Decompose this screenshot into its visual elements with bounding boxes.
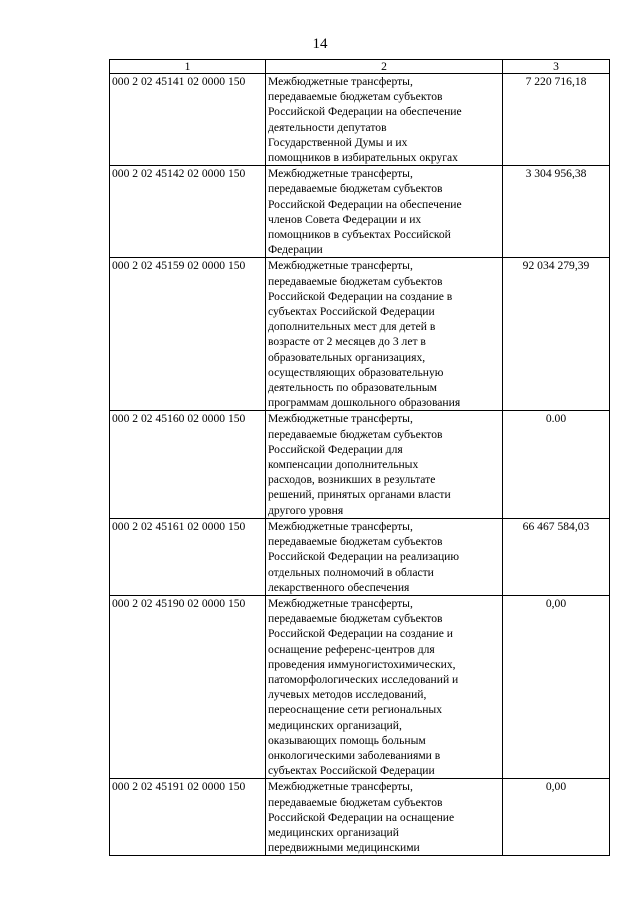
budget-code-cell: 000 2 02 45191 02 0000 150 xyxy=(110,779,266,856)
description-line: медицинских организаций xyxy=(268,825,399,839)
budget-code-cell: 000 2 02 45141 02 0000 150 xyxy=(110,74,266,166)
description-line: онкологическими заболеваниями в xyxy=(268,748,441,762)
description-line: решений, принятых органами власти xyxy=(268,488,451,502)
column-header-2: 2 xyxy=(266,60,503,74)
description-line: Российской Федерации на создание и xyxy=(268,627,453,641)
description-line: Межбюджетные трансферты, xyxy=(268,596,413,610)
budget-code-cell: 000 2 02 45142 02 0000 150 xyxy=(110,166,266,258)
description-line: помощников в избирательных округах xyxy=(268,151,458,165)
budget-code-cell: 000 2 02 45160 02 0000 150 xyxy=(110,411,266,518)
description-cell xyxy=(266,518,503,595)
description-line: деятельности депутатов xyxy=(268,120,387,134)
description-line: Межбюджетные трансферты, xyxy=(268,259,413,273)
table-header-row xyxy=(110,60,610,74)
description-line: Российской Федерации на создание в xyxy=(268,289,453,303)
amount-cell: 92 034 279,39 xyxy=(503,258,610,411)
description-cell xyxy=(266,258,503,411)
description-line: Межбюджетные трансферты, xyxy=(268,75,413,88)
amount-cell: 0,00 xyxy=(503,779,610,856)
table-row xyxy=(110,518,610,595)
description-line: лекарственного обеспечения xyxy=(268,580,410,594)
amount-cell: 66 467 584,03 xyxy=(503,518,610,595)
description-cell xyxy=(266,166,503,258)
description-line: другого уровня xyxy=(268,503,344,517)
description-line: Российской Федерации на реализацию xyxy=(268,550,460,564)
table-row xyxy=(110,74,610,166)
description-line: отдельных полномочий в области xyxy=(268,565,434,579)
description-line: осуществляющих образовательную xyxy=(268,365,444,379)
description-line: Межбюджетные трансферты, xyxy=(268,780,413,794)
budget-code-cell: 000 2 02 45161 02 0000 150 xyxy=(110,518,266,595)
description-line: расходов, возникших в результате xyxy=(268,473,436,487)
budget-code-cell: 000 2 02 45159 02 0000 150 xyxy=(110,258,266,411)
description-line: Российской Федерации на обеспечение xyxy=(268,105,462,119)
description-line: деятельность по образовательным xyxy=(268,381,437,395)
description-cell xyxy=(266,595,503,778)
budget-code-cell: 000 2 02 45190 02 0000 150 xyxy=(110,595,266,778)
description-line: Межбюджетные трансферты, xyxy=(268,519,413,533)
description-line: медицинских организаций, xyxy=(268,718,402,732)
table-row xyxy=(110,779,610,856)
description-line: Российской Федерации на обеспечение xyxy=(268,197,462,211)
amount-cell: 0.00 xyxy=(503,411,610,518)
description-line: передаваемые бюджетам субъектов xyxy=(268,427,443,441)
description-line: дополнительных мест для детей в xyxy=(268,320,436,334)
description-line: Российской Федерации на оснащение xyxy=(268,810,455,824)
description-cell xyxy=(266,74,503,166)
column-header-1: 1 xyxy=(110,60,266,74)
description-line: передаваемые бюджетам субъектов xyxy=(268,182,443,196)
description-line: проведения иммуногистохимических, xyxy=(268,657,456,671)
amount-cell: 3 304 956,38 xyxy=(503,166,610,258)
table-row xyxy=(110,595,610,778)
table-row xyxy=(110,411,610,518)
description-line: оснащение референс-центров для xyxy=(268,642,435,656)
page-number: 14 xyxy=(312,36,328,52)
description-line: передаваемые бюджетам субъектов xyxy=(268,90,443,104)
description-line: Государственной Думы и их xyxy=(268,135,408,149)
description-line: компенсации дополнительных xyxy=(268,458,419,472)
column-header-3: 3 xyxy=(503,60,610,74)
description-cell xyxy=(266,779,503,856)
description-line: помощников в субъектах Российской xyxy=(268,228,451,242)
description-line: субъектах Российской Федерации xyxy=(268,764,435,778)
description-line: передвижными медицинскими xyxy=(268,841,420,855)
amount-cell: 0,00 xyxy=(503,595,610,778)
amount-cell: 7 220 716,18 xyxy=(503,74,610,166)
table-row xyxy=(110,166,610,258)
description-line: оказывающих помощь больным xyxy=(268,733,426,747)
description-line: Российской Федерации для xyxy=(268,442,403,456)
description-line: передаваемые бюджетам субъектов xyxy=(268,535,443,549)
description-line: передаваемые бюджетам субъектов xyxy=(268,795,443,809)
description-line: лучевых методов исследований, xyxy=(268,688,427,702)
description-line: передаваемые бюджетам субъектов xyxy=(268,612,443,626)
description-line: Межбюджетные трансферты, xyxy=(268,412,413,426)
description-line: передаваемые бюджетам субъектов xyxy=(268,274,443,288)
description-line: Федерации xyxy=(268,243,323,257)
description-line: субъектах Российской Федерации xyxy=(268,305,435,319)
description-line: программам дошкольного образования xyxy=(268,396,461,410)
description-cell xyxy=(266,411,503,518)
description-line: образовательных организациях, xyxy=(268,350,426,364)
description-line: патоморфологических исследований и xyxy=(268,672,459,686)
table-row xyxy=(110,258,610,411)
description-line: Межбюджетные трансферты, xyxy=(268,167,413,181)
description-line: возрасте от 2 месяцев до 3 лет в xyxy=(268,335,426,349)
description-line: членов Совета Федерации и их xyxy=(268,212,422,226)
description-line: переоснащение сети региональных xyxy=(268,703,443,717)
budget-table xyxy=(109,59,610,856)
